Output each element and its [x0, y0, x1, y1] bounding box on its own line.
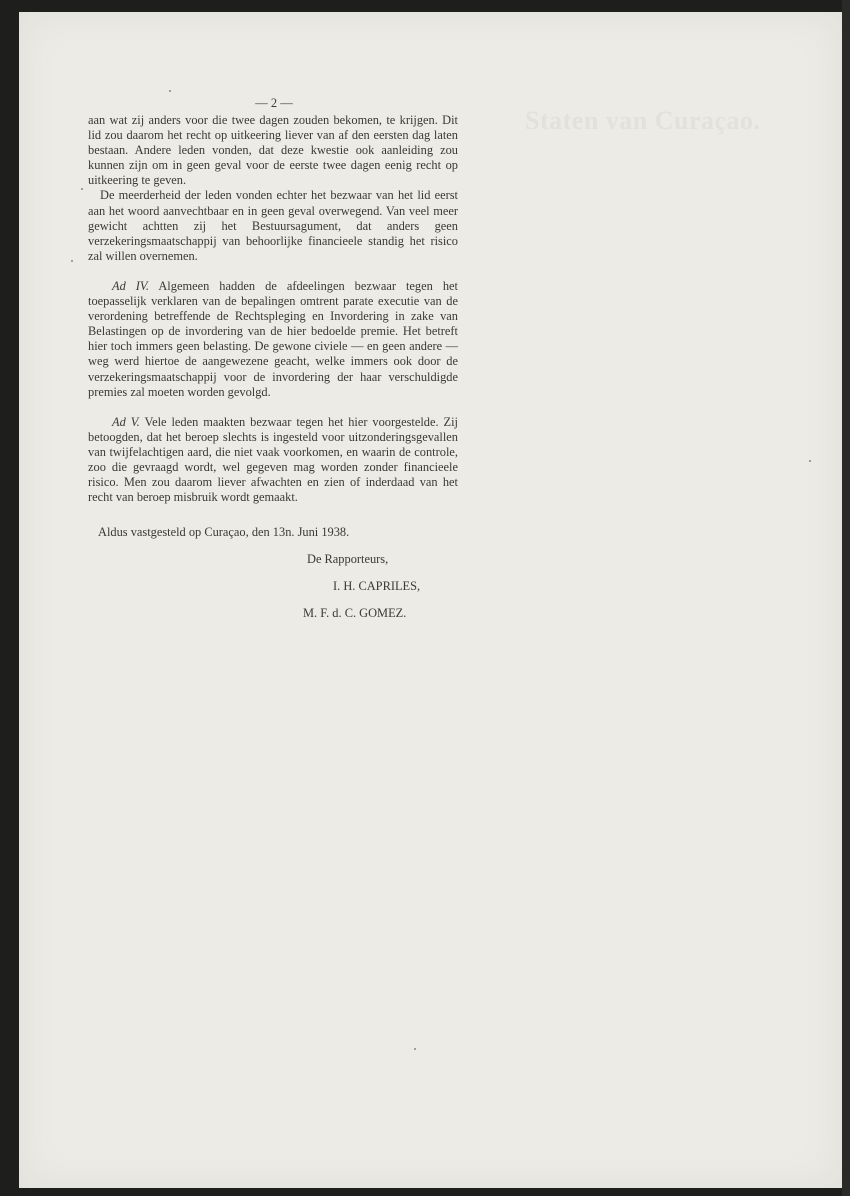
page-number: — 2 — — [255, 96, 293, 110]
paragraph-ad-iv-text: Algemeen hadden de afdeelingen bezwaar tegen het toepasselijk verklaren van de bepalingen omtrent parate executie van de verordening betreffende de Rechtspleging en Invordering in zake van Belastingen op de invordering van de hier bedoelde premie. Het betreft hier toch immers geen belasting. De gewone civiele — en geen andere — weg werd hiertoe de aangewezene geacht, welke immers ook door de verzekeringsmaatschappij voor de invordering der haar verschuldigde premies zal moeten worden gevolgd. — [88, 278, 458, 399]
rapporteurs-heading: De Rapporteurs, — [307, 552, 389, 566]
paragraph-continuation: aan wat zij anders voor die twee dagen zouden bekomen, te krijgen. Dit lid zou daarom het recht op uitkeering liever van af den eersten dag laten bestaan. Andere leden vonden, dat deze kwestie ook aanleiding zou kunnen zijn om in geen geval voor de eerste twee dagen eenig recht op uitkeering te geven. — [88, 113, 458, 188]
paragraph-ad-v — [88, 415, 458, 506]
paper-speck — [414, 1048, 416, 1050]
paper-speck — [81, 188, 83, 190]
report-body — [88, 113, 458, 505]
scan-edge — [842, 0, 850, 1196]
paragraph-ad-iv — [88, 279, 458, 400]
date-line: Aldus vastgesteld op Curaçao, den 13n. Juni 1938. — [98, 525, 350, 539]
paragraph-majority: De meerderheid der leden vonden echter het bezwaar van het lid eerst aan het woord aanvechtbaar en in geen geval overwegend. Van veel meer gewicht achtten zij het Bestuursagument, dat anders geen verzekeringsmaatschappij van behoorlijke financieele standig het risico zal willen overnemen. — [88, 188, 458, 263]
bleed-through-title: Staten van Curaçao. — [525, 106, 761, 135]
paper-speck — [809, 460, 811, 462]
section-label-ad-iv: Ad IV. — [112, 278, 149, 293]
signatory-gomez: M. F. d. C. GOMEZ. — [303, 606, 407, 620]
paragraph-ad-v-text: Vele leden maakten bezwaar tegen het hier voorgestelde. Zij betoogden, dat het beroep slechts is ingesteld voor uitzonderingsgevallen van twijfelachtigen aard, die niet vaak voorkomen, en waarin de controle, zoo die gevraagd wordt, wel gegeven mag worden zonder financieele risico. Men zou daarom liever afwachten en zien of inderdaad van het recht van beroep misbruik wordt gemaakt. — [88, 414, 458, 505]
signatory-capriles: I. H. CAPRILES, — [333, 579, 421, 593]
section-label-ad-v: Ad V. — [112, 414, 140, 429]
closing-block — [88, 525, 468, 633]
paper-speck — [169, 90, 171, 92]
paper-speck — [71, 260, 73, 262]
